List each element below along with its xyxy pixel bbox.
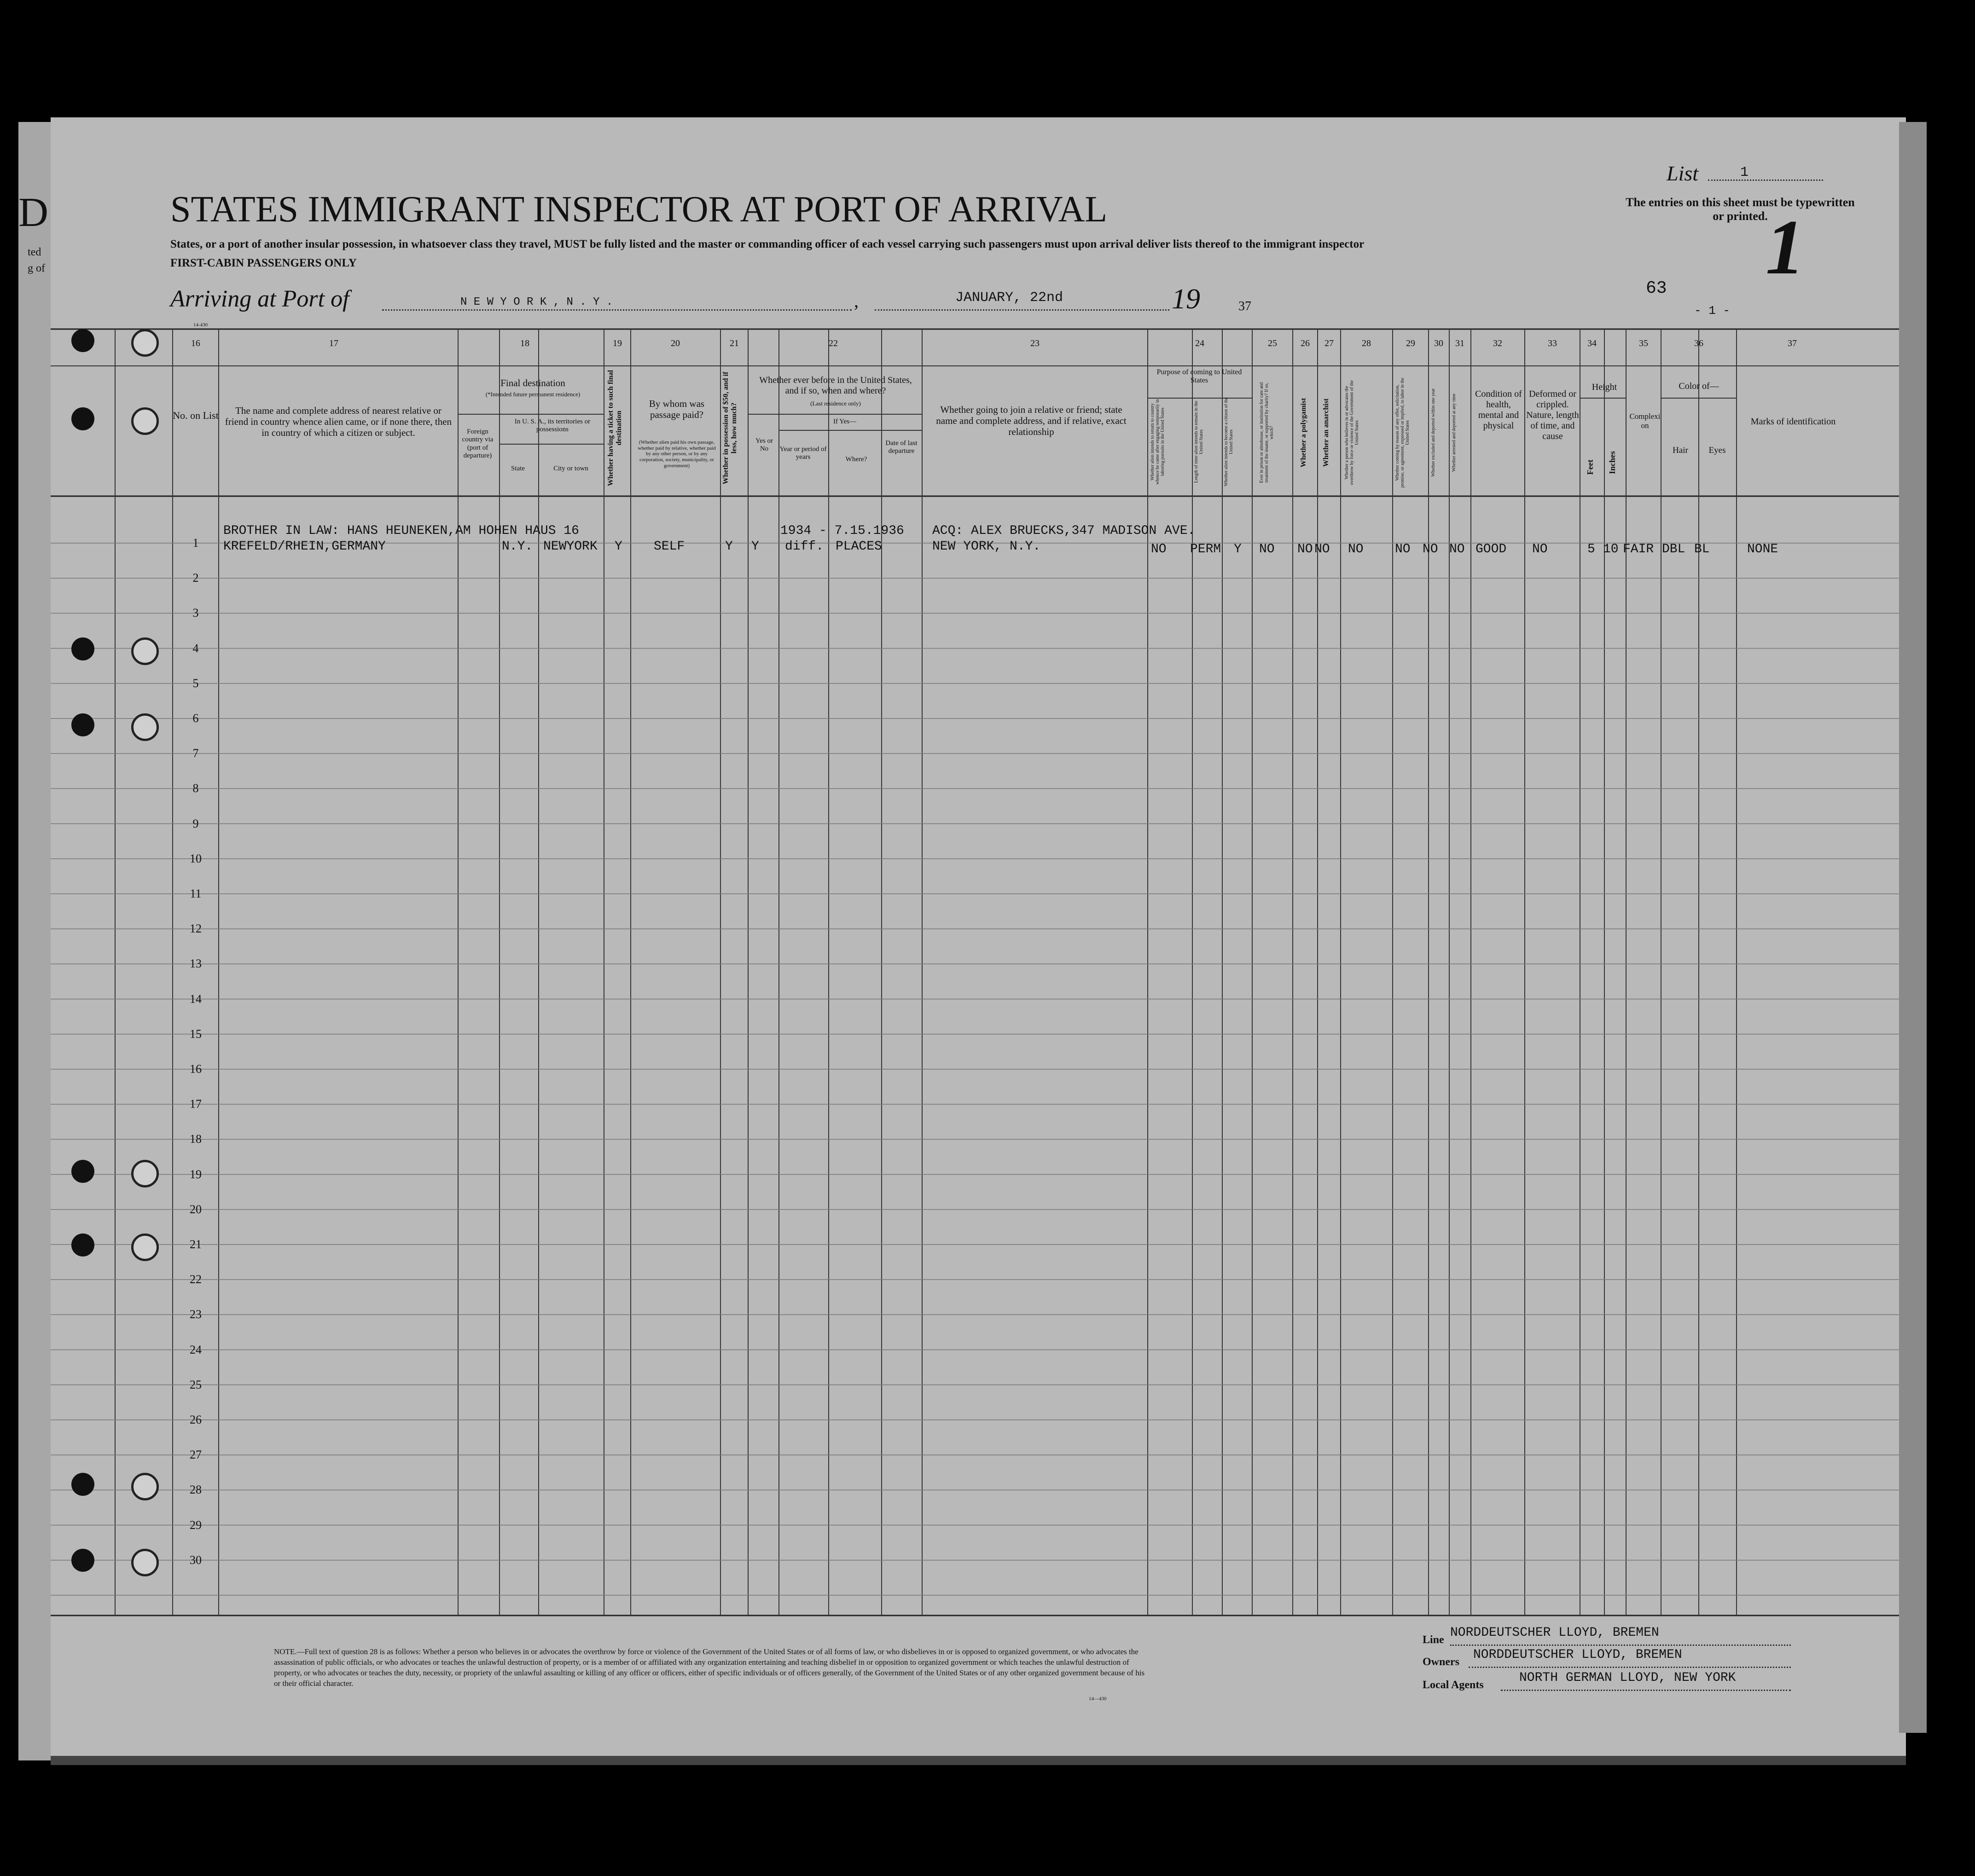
row-number: 26: [190, 1413, 202, 1426]
header-foreign-country: Foreign country via (port of departure): [462, 428, 494, 459]
prison-value: NO: [1259, 542, 1275, 556]
column-number: 30: [1434, 338, 1443, 348]
overthrow-value: NO: [1348, 542, 1364, 556]
row-number: 25: [190, 1378, 202, 1391]
header-if-yes: If Yes—: [833, 418, 856, 425]
before-value: Y: [751, 539, 759, 554]
handwritten-list-number: 1: [1766, 204, 1805, 290]
header-before-in-us: Whether ever before in the United States, and if so, when and where?: [759, 375, 912, 396]
row-number: 19: [190, 1167, 202, 1181]
row-number: 15: [190, 1027, 202, 1041]
binder-hole: [131, 1233, 159, 1261]
years-value: 1934 - 7.15.1936: [780, 524, 904, 538]
footer-form-no: 14—430: [1089, 1696, 1107, 1702]
row-number: 1: [192, 536, 199, 550]
column-number: 27: [1324, 338, 1334, 348]
list-label: List: [1667, 162, 1699, 185]
binder-hole: [71, 329, 94, 352]
header-purpose-b: Length of time alien intends to remain in the United States: [1194, 400, 1204, 483]
header-before-sub: (Last residence only): [810, 400, 861, 407]
page-mark: - 1 -: [1694, 304, 1731, 318]
feet-value: 5: [1587, 542, 1595, 556]
header-no-on-list: No. on List: [173, 410, 219, 421]
column-number: 22: [829, 338, 838, 348]
header-height: Height: [1592, 382, 1617, 392]
row-number: 4: [192, 641, 199, 655]
column-number: 23: [1030, 338, 1040, 348]
header-inches: Inches: [1608, 451, 1617, 475]
agents-label: Local Agents: [1423, 1679, 1484, 1691]
binder-hole: [71, 637, 94, 660]
row-number: 16: [190, 1062, 202, 1076]
excluded-value: NO: [1423, 542, 1438, 556]
purpose-b-value: PERM: [1190, 542, 1221, 556]
eyes-value: BL: [1694, 542, 1710, 556]
purpose-a-value: NO: [1151, 542, 1167, 556]
row-number: 30: [190, 1553, 202, 1567]
strip-text: ted: [28, 246, 41, 258]
polygamist-value: NO: [1297, 542, 1313, 556]
marks-value: NONE: [1747, 542, 1778, 556]
column-number: 29: [1406, 338, 1415, 348]
fifty-value: Y: [725, 539, 733, 554]
row-number: 9: [192, 816, 199, 830]
column-number: 16: [191, 338, 200, 348]
header-color: Color of—: [1679, 381, 1719, 391]
header-city: City or town: [553, 465, 588, 472]
header-final-destination: Final destination: [500, 377, 565, 388]
header-excluded: Whether excluded and deported within one year: [1431, 388, 1436, 477]
column-number: 35: [1639, 338, 1648, 348]
column-number: 17: [329, 338, 338, 348]
row-number: 27: [190, 1448, 202, 1462]
row-number: 14: [190, 992, 202, 1006]
list-number: 1: [1740, 165, 1749, 180]
binder-hole: [71, 1160, 94, 1183]
complexion-value: FAIR: [1623, 542, 1654, 556]
years-note: diff.: [785, 539, 824, 554]
header-passage-paid-sub: (Whether alien paid his own passage, whether paid by relative, whether paid by any other person, or by any corporation, society, municipality, or government): [638, 440, 716, 469]
column-number: 33: [1548, 338, 1557, 348]
row-number: 23: [190, 1308, 202, 1321]
binder-hole: [71, 713, 94, 736]
header-complexion: Complexion: [1629, 412, 1661, 430]
binder-hole: [131, 713, 159, 741]
header-prison: Ever in prison or almshouse, or institution for care and treatment of the insane, or supported by charity? If so, which?: [1259, 382, 1274, 483]
row-number: 17: [190, 1097, 202, 1111]
page-subtitle: States, or a port of another insular possession, in whatsoever class they travel, MUST be fully listed and the master or commanding officer of each vessel carrying such passengers must upon arrival deliver lists thereof to the immigrant inspector: [170, 238, 1365, 250]
header-marks: Marks of identification: [1750, 417, 1836, 427]
header-date-departure: Date of last departure: [885, 440, 918, 455]
header-final-destination-sub: (*Intended future permanent residence): [485, 391, 581, 398]
page-title: STATES IMMIGRANT INSPECTOR AT PORT OF ARRIVAL: [170, 189, 1108, 230]
row-number: 7: [192, 747, 199, 760]
column-number: 24: [1195, 338, 1204, 348]
column-number: 32: [1493, 338, 1502, 348]
row-number: 13: [190, 957, 202, 971]
header-going-to-join: Whether going to join a relative or friend; state name and complete address, and if relative, exact relationship: [936, 404, 1127, 438]
binder-hole: [71, 1233, 94, 1256]
header-fifty-dollars: Whether in possession of $50, and if less, how much?: [722, 371, 738, 485]
binder-hole: [131, 1549, 159, 1576]
column-number: 37: [1788, 338, 1797, 348]
deformed-value: NO: [1532, 542, 1548, 556]
health-value: GOOD: [1475, 542, 1507, 556]
header-yes-no: Yes or No: [755, 437, 773, 453]
ticket-value: Y: [615, 539, 622, 554]
stamp-number: 63: [1646, 278, 1667, 298]
agents-underline: [1501, 1690, 1791, 1691]
where-value: PLACES: [836, 539, 882, 554]
agents-value: NORTH GERMAN LLOYD, NEW YORK: [1519, 1671, 1736, 1685]
line-label: Line: [1423, 1634, 1444, 1646]
hair-value: DBL: [1662, 542, 1685, 556]
row-number: 18: [190, 1132, 202, 1146]
binder-hole: [131, 1473, 159, 1500]
row-number: 2: [192, 571, 199, 585]
column-number: 25: [1268, 338, 1277, 348]
binder-hole: [131, 1160, 159, 1187]
column-number: 26: [1301, 338, 1310, 348]
header-purpose: Purpose of coming to United States: [1156, 368, 1242, 385]
city-value: NEWYORK: [543, 539, 598, 554]
header-arrested: Whether arrested and deported at any time: [1452, 394, 1457, 472]
inches-value: 10: [1603, 542, 1619, 556]
header-purpose-c: Whether alien intends to become a citizen of the United States: [1224, 397, 1234, 486]
date-value: JANUARY, 22nd: [955, 290, 1063, 306]
header-purpose-a: Whether alien intends to return to country whence he came after engaging temporarily in laboring pursuits in the United States: [1150, 399, 1165, 485]
column-number: 18: [520, 338, 529, 348]
strip-text: g of: [28, 262, 45, 274]
header-where: Where?: [845, 456, 867, 463]
row-number: 5: [192, 676, 199, 690]
header-ticket: Whether having a ticket to such final destination: [607, 370, 623, 486]
header-passage-paid: By whom was passage paid?: [649, 398, 705, 421]
binder-hole: [71, 1549, 94, 1572]
entries-note: The entries on this sheet must be typewritten or printed.: [1626, 196, 1855, 223]
row-number: 8: [192, 782, 199, 795]
row-number: 21: [190, 1238, 202, 1251]
header-health: Condition of health, mental and physical: [1475, 389, 1522, 431]
row-number: 6: [192, 712, 199, 725]
binder-hole: [131, 407, 159, 435]
line-value: NORDDEUTSCHER LLOYD, BREMEN: [1450, 1626, 1659, 1640]
header-in-usa: In U. S. A., its territories or possessions: [514, 418, 591, 434]
passage-paid-value: SELF: [654, 539, 685, 554]
header-overthrow: Whether a person who believes in or advocates the overthrow by force or violence of the Government of the United States: [1344, 380, 1359, 485]
column-number: 36: [1694, 338, 1703, 348]
strip-letter: D: [18, 190, 48, 235]
binder-hole: [131, 329, 159, 357]
header-relative: The name and complete address of nearest relative or friend in country whence alien came, or if none there, then in country of which a citizen or subject.: [225, 405, 452, 439]
relative-address-line2: KREFELD/RHEIN,GERMANY: [223, 539, 386, 554]
column-number: 31: [1455, 338, 1464, 348]
column-number: 34: [1587, 338, 1597, 348]
arriving-label: Arriving at Port of: [170, 286, 349, 312]
row-number: 3: [192, 606, 199, 620]
header-year: Year or period of years: [779, 446, 827, 461]
owners-label: Owners: [1423, 1656, 1459, 1668]
comma: ,: [854, 290, 859, 311]
join-line1: ACQ: ALEX BRUECKS,347 MADISON AVE.: [932, 524, 1196, 538]
year-suffix: 37: [1238, 299, 1251, 313]
anarchist-value: NO: [1314, 542, 1330, 556]
header-hair: Hair: [1673, 446, 1688, 455]
column-number: 28: [1362, 338, 1371, 348]
row-number: 11: [190, 887, 202, 900]
row-number: 22: [190, 1273, 202, 1286]
class-line: FIRST-CABIN PASSENGERS ONLY: [170, 257, 357, 269]
column-number: 19: [613, 338, 622, 348]
binder-hole: [131, 637, 159, 665]
line-underline: [1450, 1644, 1791, 1646]
row-number: 24: [190, 1343, 202, 1356]
form-no-top: 14-430: [193, 322, 208, 328]
owners-underline: [1469, 1667, 1791, 1668]
state-value: N.Y.: [502, 539, 533, 554]
row-number: 10: [190, 851, 202, 865]
header-anarchist: Whether an anarchist: [1322, 398, 1330, 467]
row-number: 29: [190, 1518, 202, 1532]
header-state: State: [511, 465, 525, 472]
header-polygamist: Whether a polygamist: [1300, 398, 1307, 468]
footer-note: NOTE.—Full text of question 28 is as follows: Whether a person who believes in or advocates the overthrow by force or violence of the Government of the United States or of all forms of law, or who disbelieves in or is opposed to organized government, or who advocates the assassination of public officials, or who advocates or teaches the unlawful destruction of property, or is a member of or affiliated with any organization entertaining and teaching disbelief in or opposition to organized government or which teaches the unlawful destruction of property, or who advocates or teaches the duty, necessity, or propriety of the unlawful assaulting or killing of any officer or officers, either of specific individuals or of officers generally, of the Government of the United States or of any other organized government because of his or their official character.: [274, 1647, 1145, 1688]
year-prefix: 19: [1172, 284, 1200, 315]
column-number: 20: [671, 338, 680, 348]
binder-hole: [71, 407, 94, 430]
header-feet: Feet: [1586, 459, 1595, 475]
join-line2: NEW YORK, N.Y.: [932, 539, 1041, 554]
binder-hole: [71, 1473, 94, 1496]
header-eyes: Eyes: [1708, 446, 1726, 455]
labor-offer-value: NO: [1395, 542, 1411, 556]
owners-value: NORDDEUTSCHER LLOYD, BREMEN: [1473, 1648, 1682, 1662]
row-number: 20: [190, 1202, 202, 1216]
column-number: 21: [730, 338, 739, 348]
arrested-value: NO: [1449, 542, 1465, 556]
port-value: N E W Y O R K , N . Y .: [460, 296, 613, 308]
row-number: 12: [190, 922, 202, 936]
row-number: 28: [190, 1483, 202, 1497]
header-labor-offer: Whether coming by reason of any offer, solicitation, promise, or agreement, expressed or implied, to labor in the United States: [1395, 377, 1410, 488]
relative-address-line1: BROTHER IN LAW: HANS HEUNEKEN,AM HOHEN HAUS 16: [223, 524, 579, 538]
header-deformed: Deformed or crippled. Nature, length of time, and cause: [1526, 389, 1579, 441]
purpose-c-value: Y: [1234, 542, 1242, 556]
